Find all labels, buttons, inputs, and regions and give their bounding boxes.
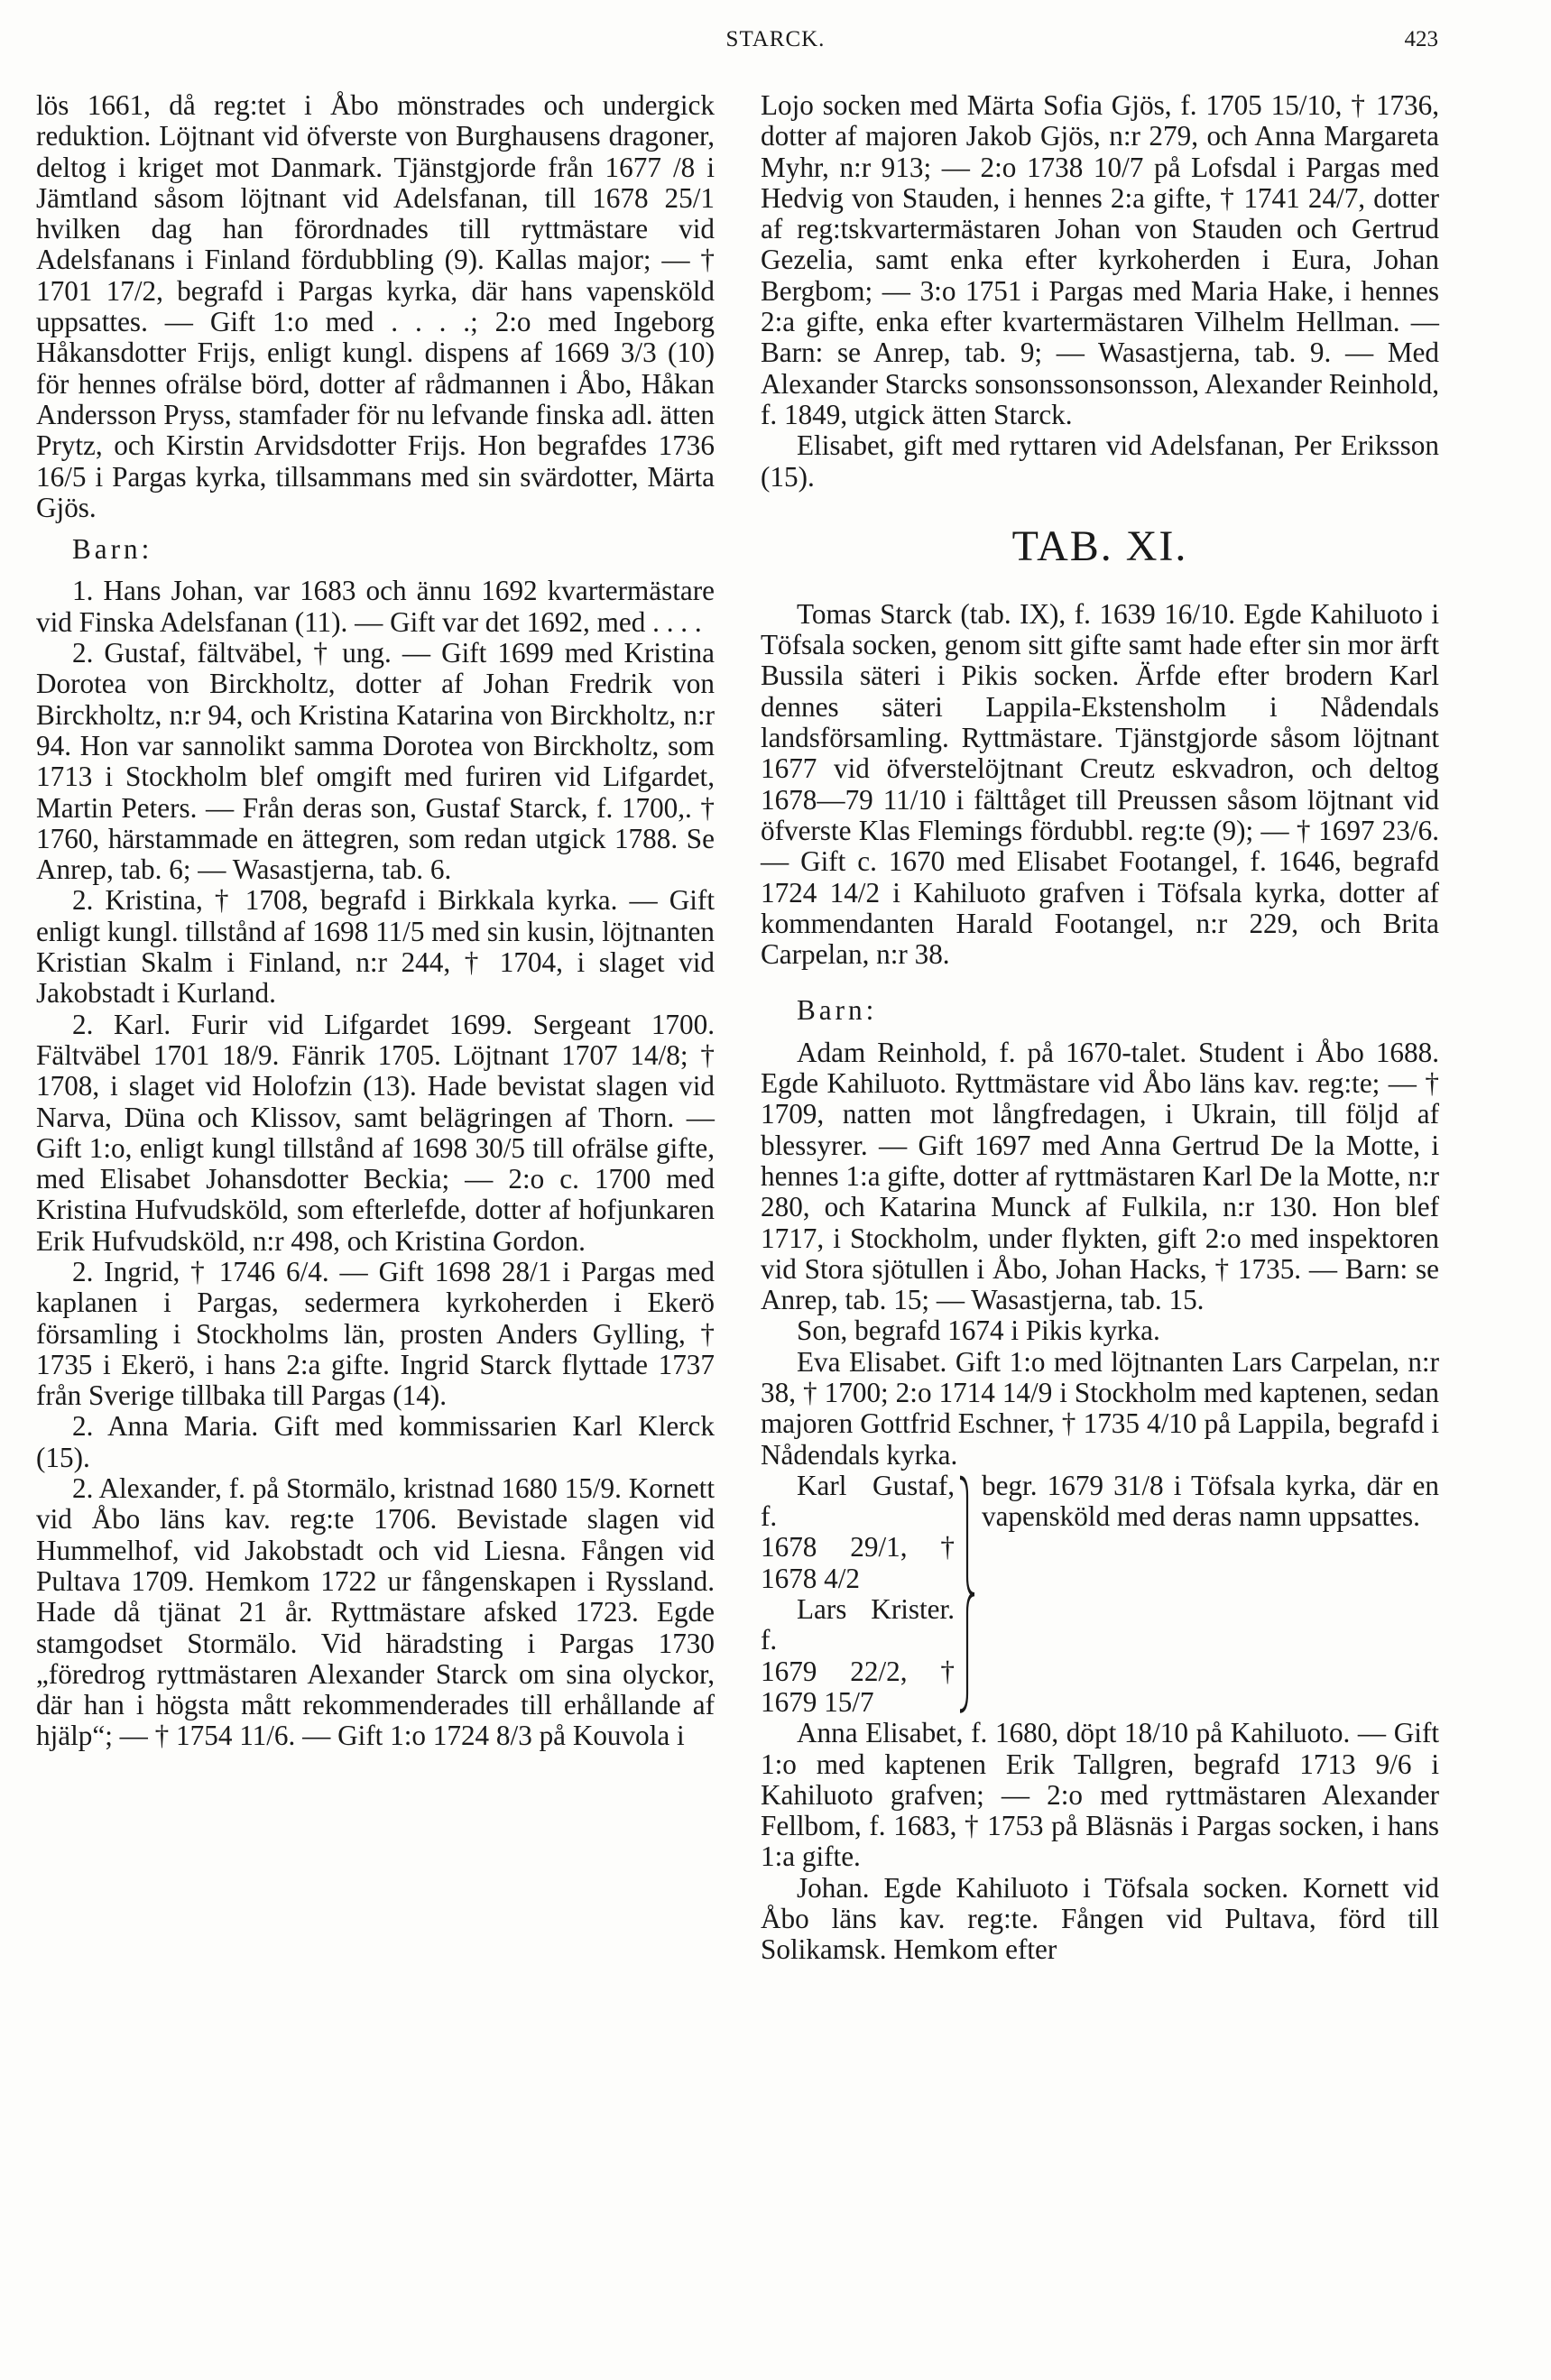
bracket-text	[978, 1471, 1439, 1718]
entry-son: Son, begrafd 1674 i Pikis kyrka.	[797, 1315, 1160, 1347]
bracket-name-lars-krister: Lars Krister. f.	[761, 1593, 955, 1656]
running-head	[0, 27, 1551, 63]
bracket-shared-text: begr. 1679 31/8 i Töfsala kyrka, där en vapensköld med deras namn uppsattes.	[982, 1469, 1439, 1533]
child-entry-ingrid: 2. Ingrid, † 1746 6/4. — Gift 1698 28/1 i Pargas med kaplanen i Pargas, sedermera kyrkoherden i Ekerö församling i Stockholms län, prosten Anders Gylling, † 1735 i Ekerö, i hans 2:a gifte. Ingrid Starck flyttade 1737 från Sverige tillbaka till Pargas (14).	[36, 1255, 715, 1412]
child-entry-kristina: 2. Kristina, † 1708, begrafd i Birkkala kyrka. — Gift enligt kungl. tillstånd af 1698 11/5 med sin kusin, löjtnanten Kristian Skalm i Finland, n:r 244, † 1704, i slaget vid Jakobstadt i Kurland.	[36, 884, 715, 1010]
bracket-dates-lars-krister: 1679 22/2, † 1679 15/7	[761, 1655, 955, 1718]
brace-icon	[955, 1471, 978, 1718]
entry-adam-reinhold: Adam Reinhold, f. på 1670-talet. Student i Åbo 1688. Egde Kahiluoto. Ryttmästare vid Åbo läns kav. reg:te; — † 1709, natten mot långfredagen, i Ukrain, till följd af blessyrer. — Gift 1697 med Anna Gertrud De la Motte, i hennes 1:a gifte, dotter af ryttmästaren Karl De la Motte, n:r 280, och Katarina Munck af Fulkila, n:r 130. Hon blef 1717, i Stockholm, under flykten, gift 2:o med inspektoren vid Stora sjötullen i Åbo, Johan Hacks, † 1735. — Barn: se Anrep, tab. 15; — Wasastjerna, tab. 15.	[761, 1036, 1439, 1316]
page-header-title: STARCK.	[725, 27, 826, 51]
child-entry-alexander: 2. Alexander, f. på Stormälo, kristnad 1680 15/9. Kornett vid Åbo läns kav. reg:te 1706. Bevistade slagen vid Hummelhof, vid Jakobstadt och vid Liesna. Fången vid Pultava 1709. Hemkom 1722 ur fångenskapen i Ryssland. Hade då tjänat 21 år. Ryttmästare afsked 1723. Egde stamgodset Stormälo. Vid häradsting i Pargas 1730 „föredrog ryttmästaren Alexander Starck om sina olyckor, där han i högsta mått rekommenderades till erhållande af hjälp“; — † 1754 11/6. — Gift 1:o 1724 8/3 på Kouvola i	[36, 1472, 715, 1752]
left-column	[36, 90, 715, 1752]
entry-tomas-starck: Tomas Starck (tab. IX), f. 1639 16/10. Egde Kahiluoto i Töfsala socken, genom sitt gifte samt hade efter sin mor ärft Bussila säteri i Pikis socken. Ärfde efter brodern Karl dennes säteri Lappila-Ekstensholm i Nådendals landsförsamling. Ryttmästare. Tjänstgjorde såsom löjtnant 1677 vid öfverstelöjtnant Creutz eskvadron, och deltog 1678—79 11/10 i fälttåget till Preussen såsom löjtnant vid öfverste Klas Flemings fördubbl. reg:te (9); — † 1697 23/6. — Gift c. 1670 med Elisabet Footangel, f. 1646, begrafd 1724 14/2 i Kahiluoto grafven i Töfsala kyrka, dotter af kommendanten Harald Footangel, n:r 229, och Brita Carpelan, n:r 38.	[761, 597, 1439, 971]
paragraph-continuation-right: Lojo socken med Märta Sofia Gjös, f. 1705 15/10, † 1736, dotter af majoren Jakob Gjös, n:r 279, och Anna Margareta Myhr, n:r 913; — 2:o 1738 10/7 på Lofsdal i Pargas med Hedvig von Stauden, i hennes 2:a gifte, † 1741 24/7, dotter af reg:tskvartermästaren Johan von Stauden och Gertrud Gezelia, samt enka efter kyrkoherden i Eura, Johan Bergbom; — 3:o 1751 i Pargas med Maria Hake, i hennes 2:a gifte, enka efter kvartermästaren Vilhelm Hellman. — Barn: se Anrep, tab. 9; — Wasastjerna, tab. 9. — Med Alexander Starcks sonsonssonsonsson, Alexander Reinhold, f. 1849, utgick ätten Starck.	[761, 89, 1439, 430]
tab-heading: TAB. XI.	[1011, 521, 1188, 570]
child-entry-hans-johan: 1. Hans Johan, var 1683 och ännu 1692 kvartermästare vid Finska Adelsfanan (11). — Gift var det 1692, med . . . .	[36, 575, 715, 638]
entry-elisabet: Elisabet, gift med ryttaren vid Adelsfanan, Per Eriksson (15).	[761, 429, 1439, 493]
barn-label-right: Barn:	[797, 994, 878, 1027]
entry-anna-elisabet: Anna Elisabet, f. 1680, döpt 18/10 på Kahiluoto. — Gift 1:o med kaptenen Erik Tallgren, begrafd 1713 9/6 i Kahiluoto grafven; — 2:o med ryttmästaren Alexander Fellbom, f. 1683, † 1753 på Bläsnäs i Pargas socken, i hans 1:a gifte.	[761, 1717, 1439, 1873]
bracket-name-karl-gustaf: Karl Gustaf, f.	[761, 1469, 955, 1533]
entry-johan: Johan. Egde Kahiluoto i Töfsala socken. Kornett vid Åbo läns kav. reg:te. Fången vid Pultava, förd till Solikamsk. Hemkom efter	[761, 1871, 1439, 1966]
bracket-block	[761, 1471, 1439, 1718]
paragraph-continuation: lös 1661, då reg:tet i Åbo mönstrades och undergick reduktion. Löjtnant vid öfverste von Burghausens dragoner, deltog i kriget mot Danmark. Tjänstgjorde från 1677 /8 i Jämtland såsom löjtnant vid Adelsfanan, till 1678 25/1 hvilken dag han förordnades till ryttmästare vid Adelsfanans i Finland fördubbling (9). Kallas major; — † 1701 17/2, begrafd i Pargas kyrka, där hans vapensköld uppsattes. — Gift 1:o med . . . .; 2:o med Ingeborg Håkansdotter Frijs, enligt kungl. dispens af 1669 3/3 (10) för hennes ofrälse börd, dotter af rådmannen i Åbo, Håkan Andersson Pryss, stamfader för nu lefvande finska adl. ätten Prytz, och Kirstin Arvidsdotter Frijs. Hon begrafdes 1736 16/5 i Pargas kyrka, tillsammans med sin svärdotter, Märta Gjös.	[36, 89, 715, 523]
bracket-dates-karl-gustaf: 1678 29/1, † 1678 4/2	[761, 1531, 955, 1594]
bracket-names	[761, 1471, 955, 1718]
entry-eva-elisabet: Eva Elisabet. Gift 1:o med löjtnanten Lars Carpelan, n:r 38, † 1700; 2:o 1714 14/9 i Stockholm med kaptenen, sedan majoren Gottfrid Eschner, † 1735 4/10 på Lappila, begrafd i Nådendals kyrka.	[761, 1345, 1439, 1471]
right-column	[761, 90, 1439, 1966]
child-entry-karl: 2. Karl. Furir vid Lifgardet 1699. Sergeant 1700. Fältväbel 1701 18/9. Fänrik 1705. Löjtnant 1707 14/8; † 1708, i slaget vid Holofzin (13). Hade bevistat slagen vid Narva, Düna och Klissov, samt belägringen af Thorn. — Gift 1:o, enligt kungl tillstånd af 1698 30/5 till ofrälse gifte, med Elisabet Johansdotter Beckia; — 2:o c. 1700 med Kristina Hufvudsköld, som efterlefde, dotter af hofjunkaren Erik Hufvudsköld, n:r 498, och Kristina Gordon.	[36, 1008, 715, 1257]
barn-label: Barn:	[72, 533, 153, 566]
child-entry-gustaf: 2. Gustaf, fältväbel, † ung. — Gift 1699 med Kristina Dorotea von Birckholtz, dotter af Johan Fredrik von Birckholtz, n:r 94, och Kristina Katarina von Birckholtz, n:r 94. Hon var sannolikt samma Dorotea von Birckholtz, som 1713 i Stockholm blef omgift med furiren vid Lifgardet, Martin Peters. — Från deras son, Gustaf Starck, f. 1700,. † 1760, härstammade en ättegren, som redan utgick 1788. Se Anrep, tab. 6; — Wasastjerna, tab. 6.	[36, 637, 715, 886]
child-entry-anna-maria: 2. Anna Maria. Gift med kommissarien Karl Klerck (15).	[36, 1410, 715, 1473]
page-number: 423	[1404, 27, 1438, 51]
